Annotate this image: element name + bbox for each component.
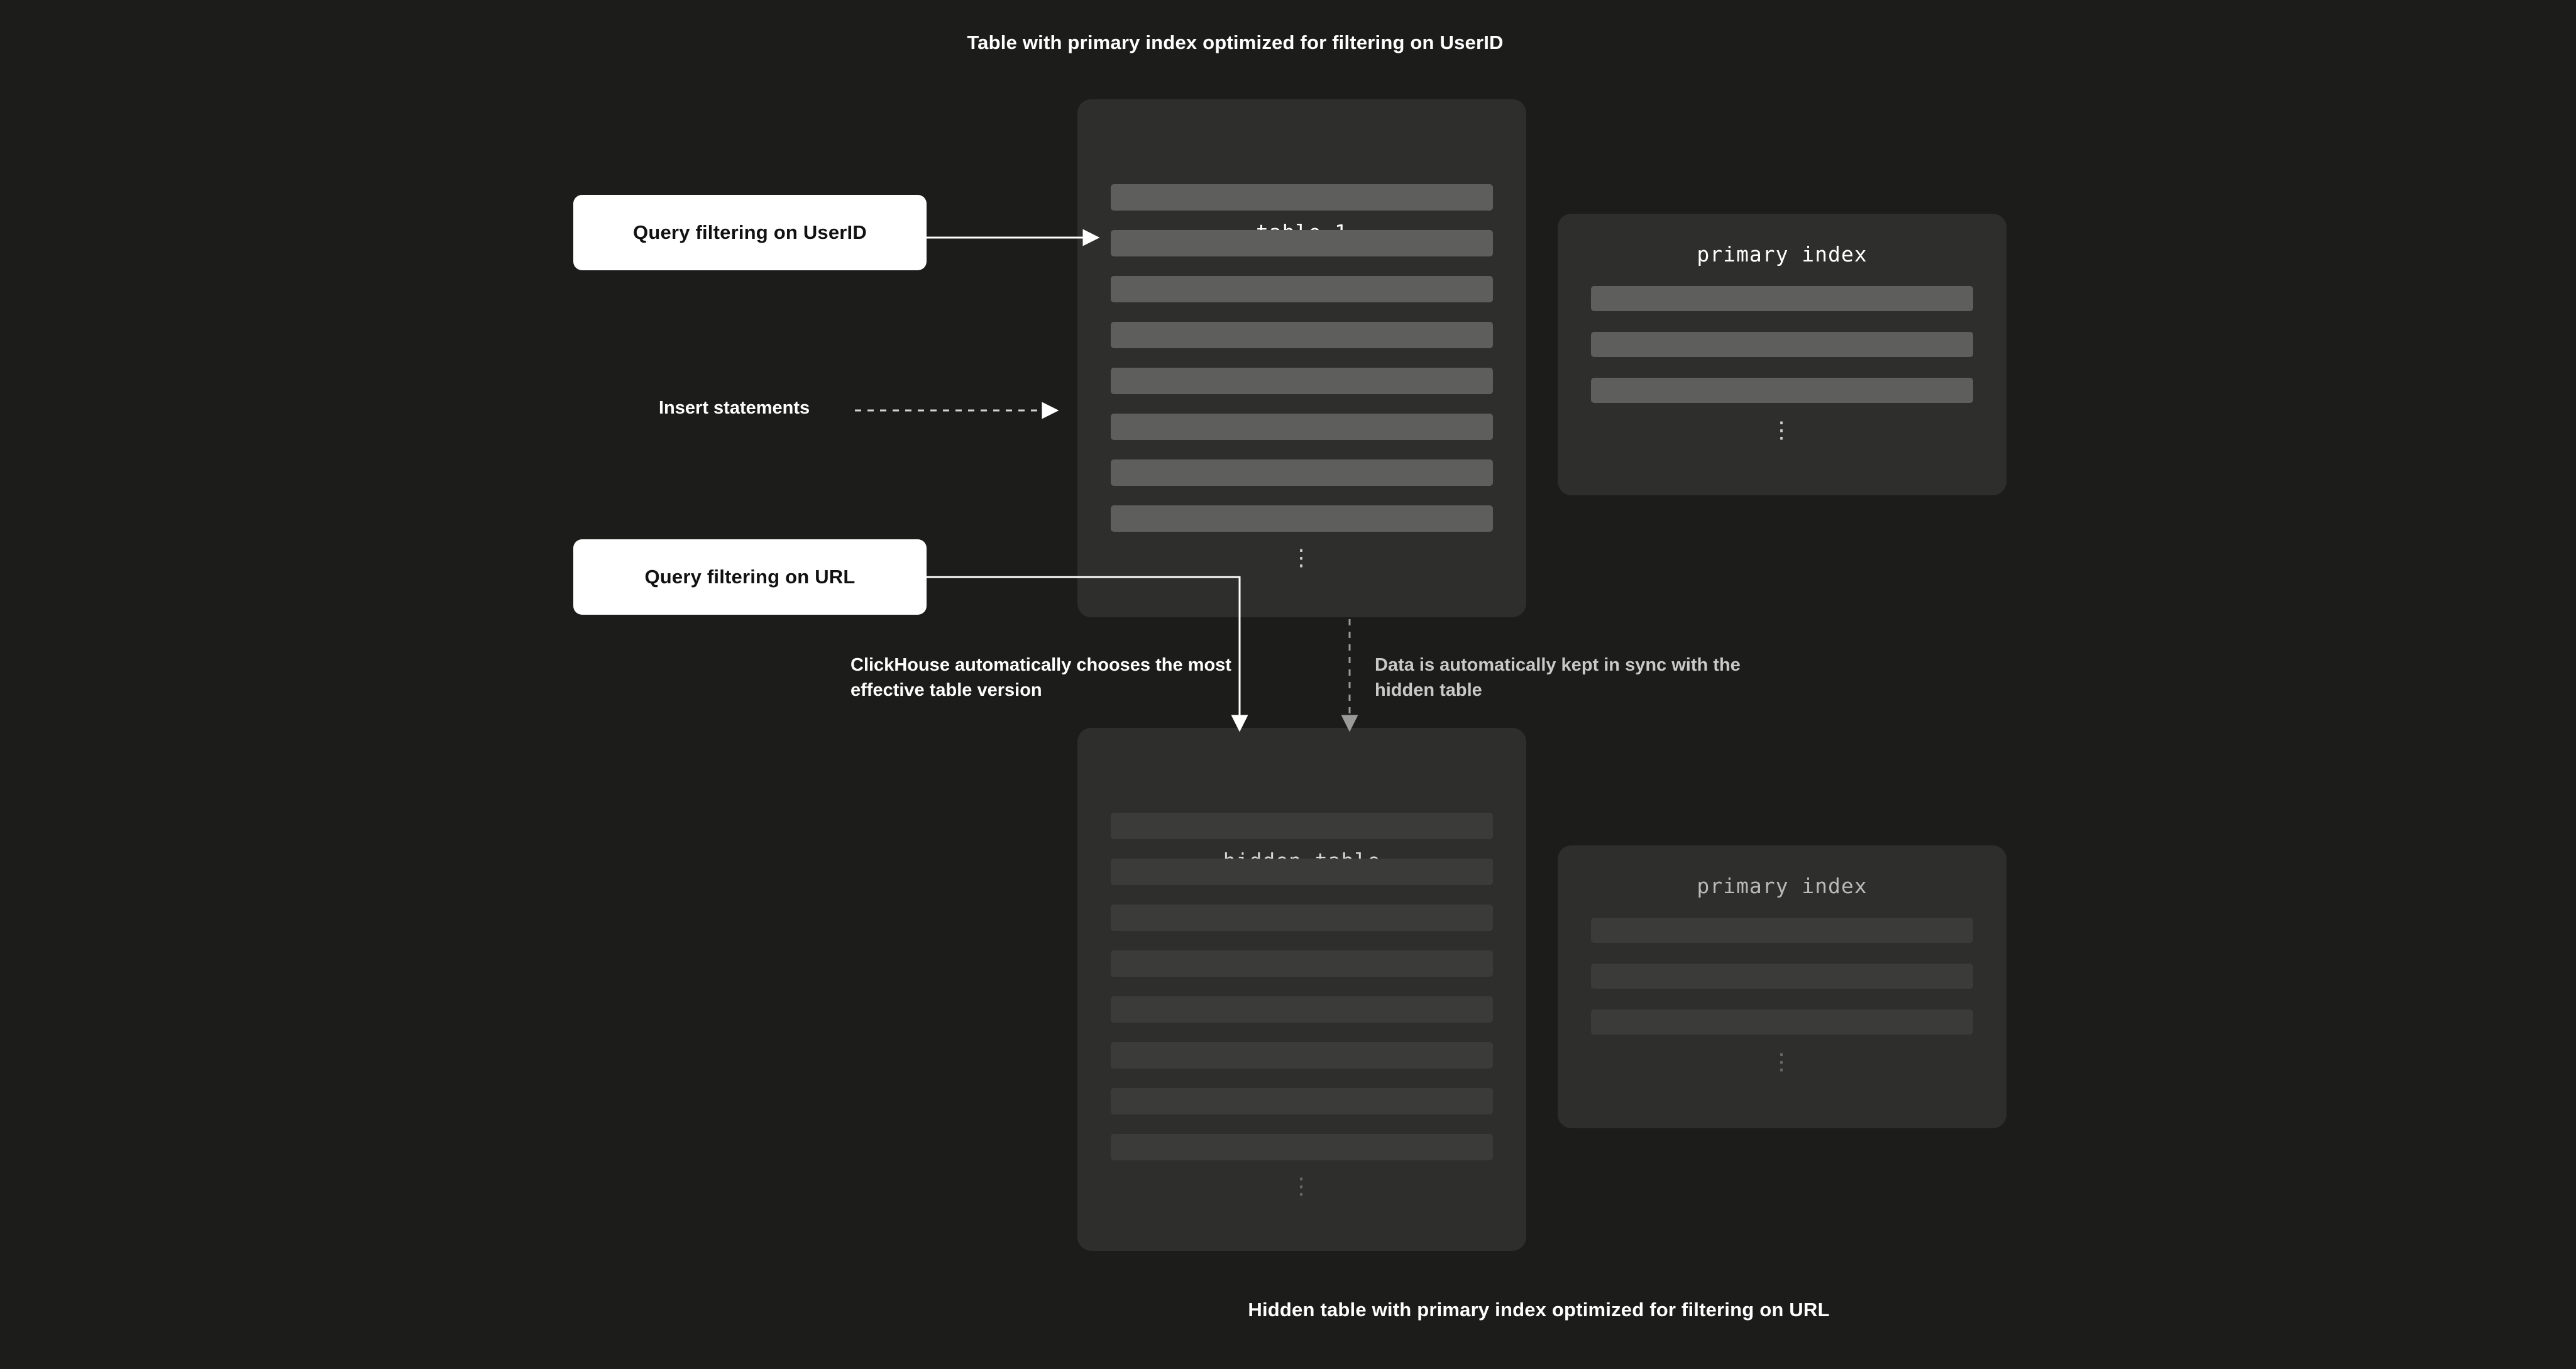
index-row <box>1591 378 1973 403</box>
table-row <box>1111 230 1493 256</box>
table-row <box>1111 184 1493 211</box>
index-row <box>1591 332 1973 357</box>
table-row <box>1111 1088 1493 1114</box>
primary-index-top-title: primary index <box>1697 242 1868 267</box>
index-row <box>1591 918 1973 943</box>
index-row <box>1591 964 1973 989</box>
table-row <box>1111 950 1493 977</box>
hidden-table-more-indicator: ⋮ <box>1290 1173 1314 1199</box>
callout-query-filtering-url: Query filtering on URL <box>573 539 927 615</box>
table-row <box>1111 368 1493 394</box>
table-row <box>1111 505 1493 532</box>
primary-index-bottom-more-indicator: ⋮ <box>1770 1048 1794 1074</box>
index-row <box>1591 286 1973 311</box>
table-row <box>1111 813 1493 839</box>
hidden-table-panel <box>1077 728 1526 1251</box>
table-row <box>1111 1042 1493 1069</box>
primary-index-bottom-panel <box>1558 845 2006 1128</box>
table-row <box>1111 322 1493 348</box>
table-row <box>1111 414 1493 440</box>
caption-top: Table with primary index optimized for filtering on UserID <box>967 31 1504 53</box>
table-row <box>1111 459 1493 486</box>
caption-bottom: Hidden table with primary index optimized for filtering on URL <box>1248 1299 1830 1321</box>
table-row <box>1111 859 1493 885</box>
table-1-panel <box>1077 99 1526 617</box>
table-row <box>1111 1134 1493 1160</box>
primary-index-top-panel <box>1558 214 2006 495</box>
label-kept-in-sync: Data is automatically kept in sync with the hidden table <box>1375 655 1741 701</box>
hidden-table-rows <box>1111 813 1493 1199</box>
callout-query-filtering-userid: Query filtering on UserID <box>573 195 927 270</box>
table-1-more-indicator: ⋮ <box>1290 544 1314 570</box>
table-row <box>1111 996 1493 1023</box>
table-row <box>1111 904 1493 931</box>
index-row <box>1591 1009 1973 1035</box>
primary-index-top-rows <box>1591 286 1973 443</box>
primary-index-bottom-title: primary index <box>1697 874 1868 898</box>
label-choose-table-version: ClickHouse automatically chooses the most effective table version <box>850 655 1231 701</box>
primary-index-top-more-indicator: ⋮ <box>1770 417 1794 443</box>
label-insert-statements: Insert statements <box>659 398 810 418</box>
table-row <box>1111 276 1493 302</box>
primary-index-bottom-rows <box>1591 918 1973 1074</box>
table-1-rows <box>1111 184 1493 570</box>
